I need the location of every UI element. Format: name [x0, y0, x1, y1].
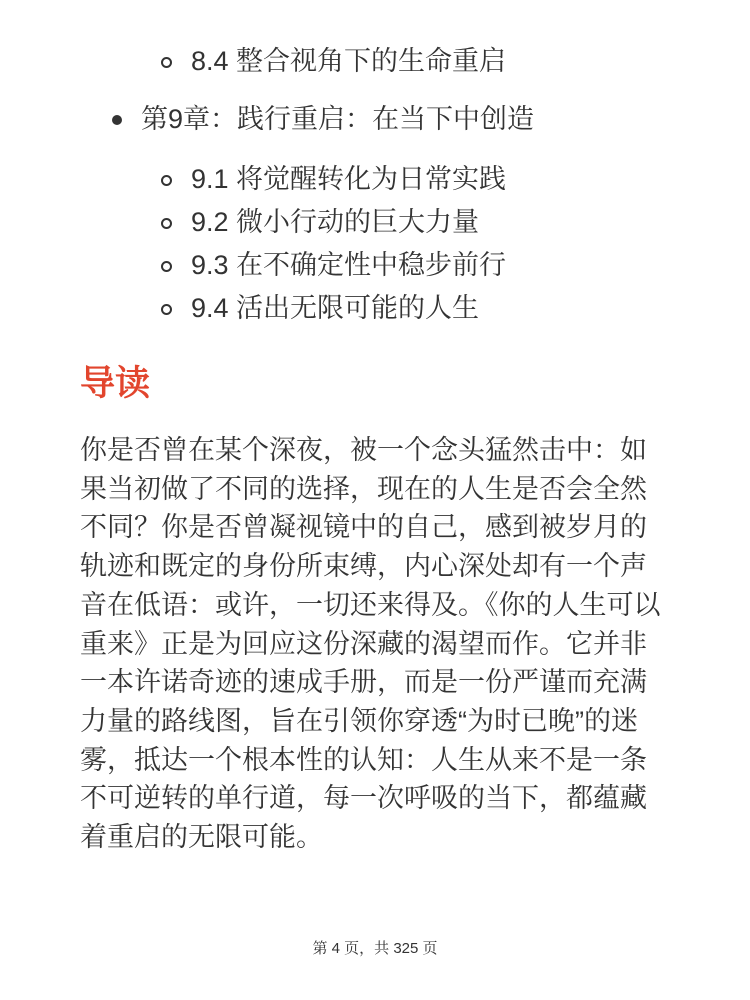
- toc-item: [0, 104, 750, 135]
- toc-item: [0, 164, 750, 195]
- page-footer: 第 4 页，共 325 页: [312, 940, 438, 957]
- toc-item-label: 9.1 将觉醒转化为日常实践: [191, 164, 507, 194]
- section-heading: 导读: [80, 364, 151, 403]
- bullet-circle-icon: [161, 261, 172, 272]
- toc-item-label: 第9章：践行重启：在当下中创造: [141, 104, 535, 134]
- toc-item-label: 8.4 整合视角下的生命重启: [191, 46, 507, 76]
- bullet-circle-icon: [161, 218, 172, 229]
- toc-item: [0, 293, 750, 324]
- bullet-disc-icon: [112, 115, 122, 125]
- toc-item: [0, 250, 750, 281]
- table-of-contents: [0, 0, 750, 324]
- bullet-circle-icon: [161, 304, 172, 315]
- toc-item: [0, 207, 750, 238]
- toc-item-label: 9.4 活出无限可能的人生: [191, 293, 480, 323]
- bullet-circle-icon: [161, 175, 172, 186]
- intro-paragraph: 你是否曾在某个深夜，被一个念头猛然击中：如果当初做了不同的选择，现在的人生是否会全然不同？你是否曾凝视镜中的自己，感到被岁月的轨迹和既定的身份所束缚，内心深处却有一个声音在低语：或许，一切还来得及。《你的人生可以重来》正是为回应这份深藏的渴望而作。它并非一本许诺奇迹的速成手册，而是一份严谨而充满力量的路线图，旨在引领你穿透“为时已晚”的迷雾，抵达一个根本性的认知：人生从来不是一条不可逆转的单行道，每一次呼吸的当下，都蕴藏着重启的无限可能。: [80, 435, 661, 853]
- bullet-circle-icon: [161, 57, 172, 68]
- toc-item: [0, 46, 750, 77]
- toc-item-label: 9.2 微小行动的巨大力量: [191, 207, 480, 237]
- toc-item-label: 9.3 在不确定性中稳步前行: [191, 250, 507, 280]
